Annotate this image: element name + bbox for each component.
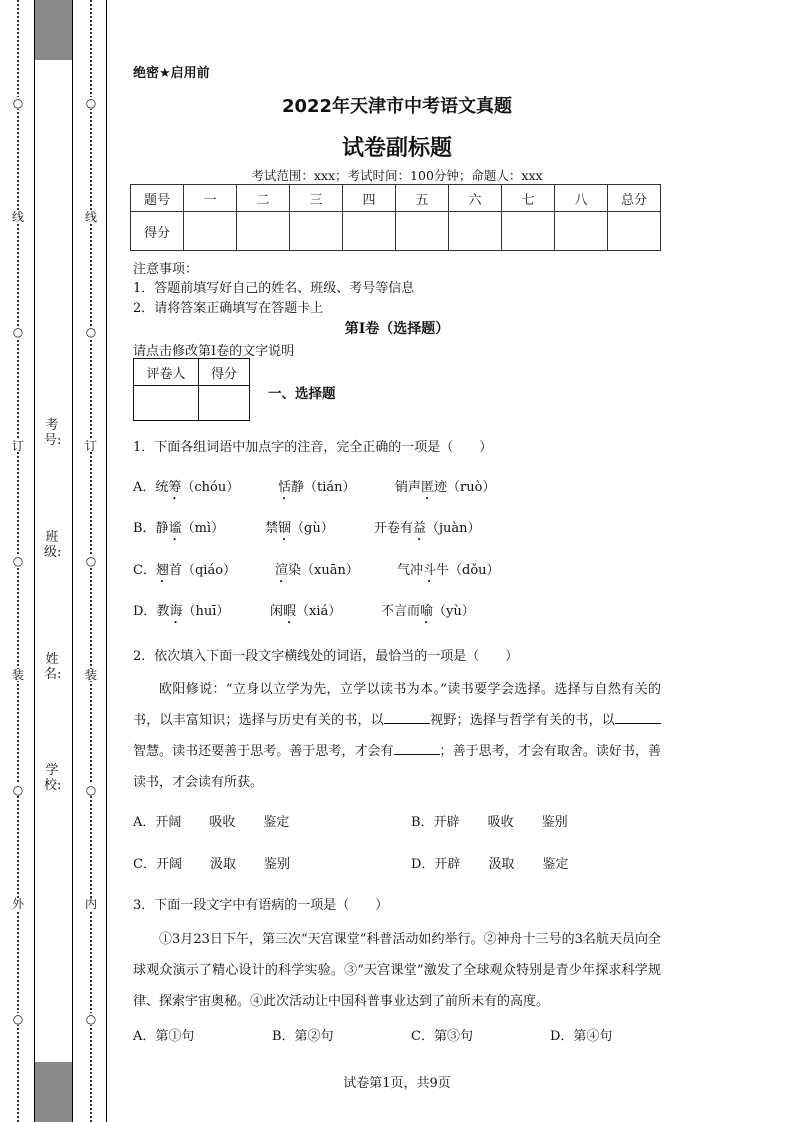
outer-mark: ○: [12, 96, 24, 110]
score-header-cell: 总分: [608, 185, 661, 212]
fill-blank[interactable]: [615, 711, 661, 724]
inner-mark: ○: [85, 96, 97, 110]
notes-item: 1．答题前填写好自己的姓名、班级、考号等信息: [133, 281, 415, 296]
fill-blank[interactable]: [384, 711, 430, 724]
exam-info: 考试范围：xxx；考试时间：100分钟；命题人：xxx: [251, 168, 543, 183]
q1-option-b-item: 禁锢（gù）: [265, 521, 334, 536]
outer-mark: ○: [12, 325, 24, 339]
outer-mark: 订: [11, 439, 24, 453]
q3-option-b[interactable]: B．第②句: [272, 1029, 334, 1044]
q1-option-c-item[interactable]: C．翘首（qiáo）: [133, 563, 237, 578]
bar-shade-bottom: [35, 1062, 72, 1122]
inner-mark: ○: [85, 783, 97, 797]
score-header-cell: 七: [502, 185, 555, 212]
score-header-cell: 四: [343, 185, 396, 212]
name-label: 姓名:: [44, 652, 62, 682]
q1-option-b-item: 开卷有益（juàn）: [374, 521, 481, 536]
outer-mark: 线: [11, 210, 24, 224]
section-description: 请点击修改第I卷的文字说明: [133, 344, 295, 359]
q1-option-c-item: 气冲斗牛（dǒu）: [397, 563, 500, 578]
grader-header: 得分: [199, 359, 250, 386]
question-2-passage: 欧阳修说：“立身以立学为先，立学以读书为本。”读书要学会选择。选择与自然有关的书，以丰富知识；选择与历史有关的书，以 视野；选择与哲学有关的书，以智慧。读书还要善于思考。善于思考，才会有 ；善于思考，才会有取舍。读好书，善读书，才会读有所获。: [133, 682, 661, 790]
confidential-mark: 绝密★启用前: [133, 66, 210, 81]
q1-option-a-item[interactable]: A．统筹（chóu）: [133, 480, 240, 495]
score-header-cell: 五: [396, 185, 449, 212]
score-header-cell: 三: [290, 185, 343, 212]
inner-mark: ○: [85, 325, 97, 339]
inner-mark: 内: [84, 897, 97, 911]
inner-mark: ○: [85, 1012, 97, 1026]
q2-option-b[interactable]: B．开辟 吸收 鉴别: [411, 815, 568, 830]
score-header-cell: 八: [555, 185, 608, 212]
q2-option-c[interactable]: C．开阔 汲取 鉴别: [133, 857, 290, 872]
q2-option-d[interactable]: D．开辟 汲取 鉴定: [411, 857, 569, 872]
inner-mark: 装: [84, 668, 97, 682]
inner-mark: 订: [84, 439, 97, 453]
score-cell[interactable]: [449, 212, 502, 251]
section-title: 第I卷（选择题）: [344, 321, 450, 337]
q1-option-d-item[interactable]: D．教诲（huī）: [133, 604, 230, 619]
score-table-header-row: [131, 185, 661, 212]
score-cell[interactable]: [343, 212, 396, 251]
score-cell[interactable]: [555, 212, 608, 251]
page-title: 2022年天津市中考语文真题: [281, 96, 513, 117]
score-table-score-row: [131, 212, 661, 251]
score-cell[interactable]: [184, 212, 237, 251]
outer-mark: ○: [12, 783, 24, 797]
outer-mark: 装: [11, 668, 24, 682]
q3-option-c[interactable]: C．第③句: [411, 1029, 473, 1044]
q1-option-c-item: 渲染（xuān）: [275, 563, 359, 578]
score-header-cell: 六: [449, 185, 502, 212]
school-label: 学校:: [44, 763, 62, 793]
score-cell[interactable]: [608, 212, 661, 251]
notes-item: 2．请将答案正确填写在答题卡上: [133, 301, 324, 316]
q1-option-a-item: 销声匿迹（ruò）: [395, 480, 496, 495]
outer-mark: 外: [11, 897, 24, 911]
q1-option-a-item: 恬静（tián）: [278, 480, 356, 495]
grader-cell[interactable]: [134, 386, 199, 421]
page-subtitle: 试卷副标题: [341, 136, 452, 161]
part-title: 一、选择题: [268, 386, 336, 402]
question-1-stem: 1．下面各组词语中加点字的注音，完全正确的一项是（ ）: [133, 440, 493, 455]
q3-option-a[interactable]: A．第①句: [133, 1029, 195, 1044]
q3-option-d[interactable]: D．第④句: [550, 1029, 613, 1044]
exam-number-label: 考号:: [44, 418, 62, 448]
inner-mark: 线: [84, 210, 97, 224]
notes-heading: 注意事项：: [133, 262, 199, 277]
score-cell[interactable]: [237, 212, 290, 251]
grader-cell[interactable]: [199, 386, 250, 421]
q1-option-d-item: 不言而喻（yù）: [381, 604, 475, 619]
score-table: [130, 184, 661, 251]
grader-header: 评卷人: [134, 359, 199, 386]
page-footer: 试卷第1页，共9页: [343, 1076, 451, 1091]
q1-option-b-item[interactable]: B．静谧（mì）: [133, 521, 225, 536]
score-header-cell: 题号: [131, 185, 184, 212]
question-2-stem: 2．依次填入下面一段文字横线处的词语，最恰当的一项是（ ）: [133, 649, 519, 664]
q1-option-d-item: 闲暇（xiá）: [270, 604, 342, 619]
score-cell[interactable]: [290, 212, 343, 251]
score-header-cell: 二: [237, 185, 290, 212]
grader-table: [133, 358, 250, 421]
question-3-passage: ①3月23日下午，第三次“天宫课堂”科普活动如约举行。②神舟十三号的3名航天员向全球观众演示了精心设计的科学实验。③“天宫课堂”激发了全球观众特别是青少年探求科学规律、探索宇宙奥秘。④此次活动让中国科普事业达到了前所未有的高度。: [133, 932, 661, 1009]
fill-blank[interactable]: [394, 742, 440, 755]
score-header-cell: 一: [184, 185, 237, 212]
outer-mark: ○: [12, 554, 24, 568]
score-row-label: 得分: [131, 212, 184, 251]
inner-mark: ○: [85, 554, 97, 568]
class-label: 班级:: [44, 530, 62, 560]
score-cell[interactable]: [502, 212, 555, 251]
question-3-stem: 3．下面一段文字中有语病的一项是（ ）: [133, 898, 389, 913]
bar-shade-top: [35, 0, 72, 60]
outer-mark: ○: [12, 1012, 24, 1026]
score-cell[interactable]: [396, 212, 449, 251]
q2-option-a[interactable]: A．开阔 吸收 鉴定: [133, 815, 290, 830]
